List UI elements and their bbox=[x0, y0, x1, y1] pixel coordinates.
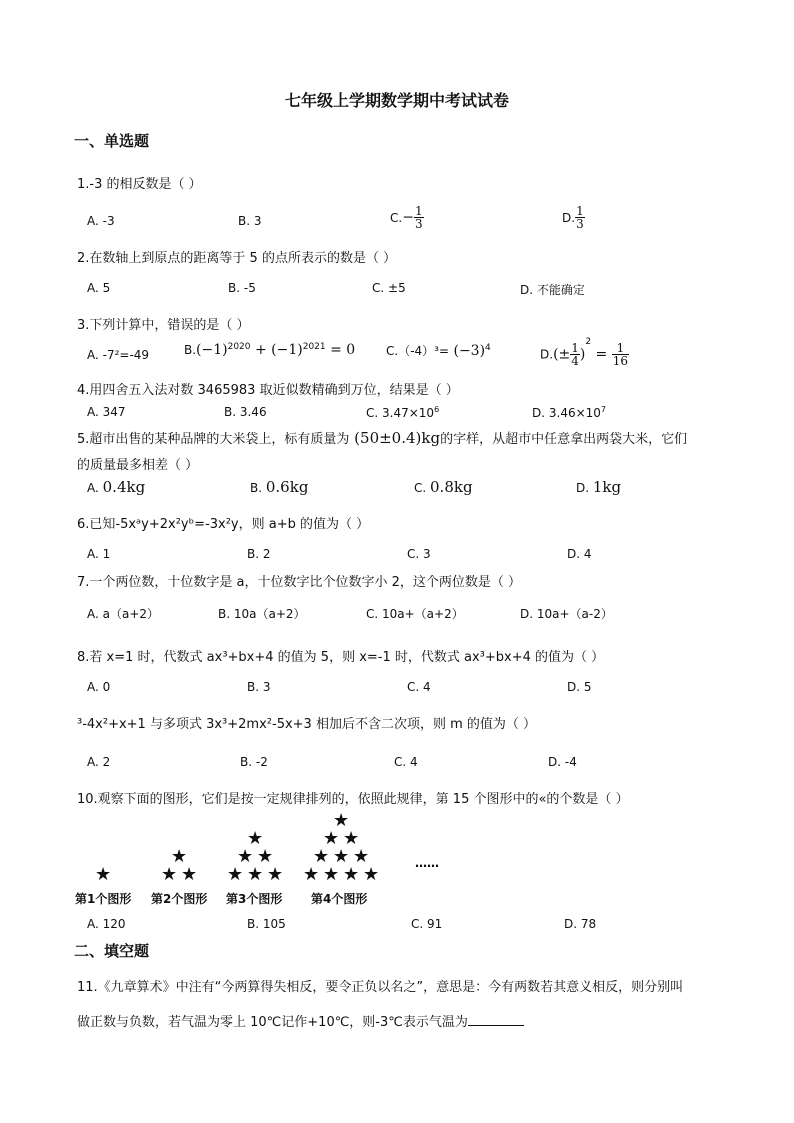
star-icon: ★ bbox=[181, 864, 198, 885]
question-9-option-b: B. -2 bbox=[240, 755, 268, 769]
question-7-option-a: A. a（a+2） bbox=[87, 607, 160, 621]
exponent: 2 bbox=[585, 337, 592, 347]
figure-4-caption: 第4个图形 bbox=[311, 892, 368, 906]
question-6-option-c: C. 3 bbox=[407, 547, 431, 561]
question-6-option-d: D. 4 bbox=[567, 547, 592, 561]
exponent: 2021 bbox=[302, 342, 326, 352]
star-icon: ★ bbox=[343, 864, 360, 885]
star-icon: ★ bbox=[333, 846, 350, 867]
stem-text: 5.超市出售的某种品牌的大米袋上，标有质量为 bbox=[77, 432, 350, 447]
question-4-option-b: B. 3.46 bbox=[224, 405, 267, 419]
star-icon: ★ bbox=[363, 864, 380, 885]
question-2-option-b: B. -5 bbox=[228, 281, 256, 295]
exponent: 7 bbox=[600, 405, 607, 414]
star-icon: ★ bbox=[95, 864, 112, 885]
question-10-option-b: B. 105 bbox=[247, 917, 286, 931]
question-2-option-a: A. 5 bbox=[87, 281, 111, 295]
star-icon: ★ bbox=[267, 864, 284, 885]
page-title: 七年级上学期数学期中考试试卷 bbox=[284, 91, 509, 110]
fraction bbox=[414, 205, 424, 230]
stem-text: 的字样，从超市中任意拿出两袋大米，它们 bbox=[440, 432, 688, 447]
question-7-option-c: C. 10a+（a+2） bbox=[366, 607, 464, 621]
question-5-option-a bbox=[87, 478, 145, 496]
fraction-denominator: 3 bbox=[576, 217, 584, 231]
option-prefix: B. bbox=[250, 481, 266, 495]
question-10-stem: 10.观察下面的图形，它们是按一定规律排列的，依照此规律，第 15 个图形中的«的个数是（ ） bbox=[77, 792, 629, 807]
question-2-stem: 2.在数轴上到原点的距离等于 5 的点所表示的数是（ ） bbox=[77, 251, 397, 266]
question-5-stem-line2: 的质量最多相差（ ） bbox=[77, 458, 199, 473]
option-value: 0.4kg bbox=[102, 478, 146, 496]
star-icon: ★ bbox=[333, 810, 350, 831]
exponent: 6 bbox=[434, 405, 440, 414]
star-icon: ★ bbox=[171, 846, 188, 867]
question-1-option-d bbox=[562, 205, 585, 230]
question-1-option-a: A. -3 bbox=[87, 214, 115, 228]
question-11-stem-line2 bbox=[77, 1011, 524, 1030]
question-8-option-d: D. 5 bbox=[567, 680, 592, 694]
expr-part: = 0 bbox=[325, 342, 356, 358]
option-d-prefix: D. bbox=[540, 347, 554, 362]
stem-text: 做正数与负数，若气温为零上 10℃记作+10℃，则-3℃表示气温为 bbox=[77, 1015, 468, 1030]
stem-math: (50±0.4)kg bbox=[349, 429, 441, 447]
expr-part: ) bbox=[579, 346, 586, 363]
star-icon: ★ bbox=[323, 864, 340, 885]
star-icon: ★ bbox=[247, 864, 264, 885]
star-icon: ★ bbox=[161, 864, 178, 885]
question-7-option-d: D. 10a+（a-2） bbox=[520, 607, 613, 621]
question-10-option-d: D. 78 bbox=[564, 917, 597, 931]
expr-part: (± bbox=[553, 346, 571, 363]
fraction-numerator: 1 bbox=[612, 342, 629, 355]
question-8-option-c: C. 4 bbox=[407, 680, 431, 694]
option-value: 0.8kg bbox=[430, 478, 473, 496]
option-c-base: C. 3.47×10 bbox=[366, 406, 435, 420]
question-8-option-b: B. 3 bbox=[247, 680, 271, 694]
fraction-denominator: 16 bbox=[612, 354, 629, 368]
figure-3-caption: 第3个图形 bbox=[226, 892, 283, 906]
minus-sign: − bbox=[402, 209, 414, 226]
star-icon: ★ bbox=[353, 846, 370, 867]
fraction bbox=[570, 342, 580, 367]
question-6-option-b: B. 2 bbox=[247, 547, 271, 561]
question-1-stem: 1.-3 的相反数是（ ） bbox=[77, 177, 202, 192]
question-6-stem: 6.已知-5xᵃy+2x²yᵇ=-3x²y，则 a+b 的值为（ ） bbox=[77, 517, 370, 532]
question-7-option-b: B. 10a（a+2） bbox=[218, 607, 306, 621]
option-prefix: A. bbox=[87, 481, 103, 495]
expr-part: + (−1) bbox=[250, 342, 303, 358]
star-icon: ★ bbox=[313, 846, 330, 867]
section-heading-fill-in: 二、填空题 bbox=[74, 942, 150, 960]
star-icon: ★ bbox=[257, 846, 274, 867]
exponent: 4 bbox=[485, 343, 491, 353]
question-4-option-a: A. 347 bbox=[87, 405, 126, 419]
figure-ellipsis: …… bbox=[415, 856, 439, 870]
option-d-prefix: D. bbox=[562, 210, 576, 225]
exponent: 2020 bbox=[227, 342, 251, 352]
section-heading-single-choice: 一、单选题 bbox=[74, 132, 150, 150]
question-11-stem-line1: 11.《九章算术》中注有“今两算得失相反，要令正负以名之”，意思是：今有两数若其意义相反，则分别叫 bbox=[77, 980, 684, 995]
option-c-prefix: C.（-4）³= bbox=[386, 344, 450, 358]
question-3-stem: 3.下列计算中，错误的是（ ） bbox=[77, 318, 250, 333]
option-d-base: D. 3.46×10 bbox=[532, 406, 601, 420]
question-3-option-a: A. -7²=-49 bbox=[87, 348, 150, 362]
expr-part: (−3) bbox=[449, 343, 486, 359]
question-8-stem: 8.若 x=1 时，代数式 ax³+bx+4 的值为 5，则 x=-1 时，代数式 ax³+bx+4 的值为（ ） bbox=[77, 650, 605, 665]
star-icon: ★ bbox=[237, 846, 254, 867]
fraction-numerator: 1 bbox=[576, 204, 584, 218]
question-4-stem: 4.用四舍五入法对数 3465983 取近似数精确到万位，结果是（ ） bbox=[77, 383, 459, 398]
question-4-option-c bbox=[366, 405, 439, 420]
star-icon: ★ bbox=[227, 864, 244, 885]
star-icon: ★ bbox=[323, 828, 340, 849]
fraction-denominator: 4 bbox=[571, 354, 579, 368]
fraction-numerator: 1 bbox=[571, 341, 579, 355]
question-5-option-c bbox=[414, 478, 473, 496]
figure-1-caption: 第1个图形 bbox=[75, 892, 132, 906]
question-7-stem: 7.一个两位数，十位数字是 a，十位数字比个位数字小 2，这个两位数是（ ） bbox=[77, 575, 522, 590]
question-5-option-b bbox=[250, 478, 308, 496]
option-prefix: D. bbox=[576, 481, 593, 495]
star-pattern-figure bbox=[75, 810, 439, 910]
question-4-option-d bbox=[532, 405, 606, 420]
option-value: 0.6kg bbox=[265, 478, 309, 496]
option-b-prefix: B. bbox=[184, 343, 197, 357]
question-3-option-d bbox=[540, 337, 629, 367]
question-5-stem bbox=[77, 428, 687, 447]
option-prefix: C. bbox=[414, 481, 431, 495]
fraction-numerator: 1 bbox=[414, 204, 423, 218]
question-9-option-d: D. -4 bbox=[548, 755, 577, 769]
question-9-stem: ³-4x²+x+1 与多项式 3x³+2mx²-5x+3 相加后不含二次项，则 m 的值为（ ） bbox=[77, 717, 537, 732]
star-icon: ★ bbox=[247, 828, 264, 849]
option-value: 1kg bbox=[592, 478, 622, 496]
question-1-option-c bbox=[390, 205, 424, 230]
fraction bbox=[612, 342, 629, 367]
question-2-option-d: D. 不能确定 bbox=[520, 283, 585, 297]
answer-blank[interactable] bbox=[468, 1013, 524, 1026]
question-2-option-c: C. ±5 bbox=[372, 281, 406, 295]
question-8-option-a: A. 0 bbox=[87, 680, 111, 694]
fraction-denominator: 3 bbox=[414, 217, 423, 231]
fraction bbox=[575, 205, 585, 230]
expr-part: = bbox=[591, 346, 612, 363]
question-5-option-d bbox=[576, 478, 621, 496]
question-1-option-b: B. 3 bbox=[238, 214, 262, 228]
question-3-option-b bbox=[184, 342, 355, 358]
question-9-option-c: C. 4 bbox=[394, 755, 418, 769]
star-icon: ★ bbox=[343, 828, 360, 849]
question-10-option-c: C. 91 bbox=[411, 917, 443, 931]
option-c-prefix: C. bbox=[390, 210, 403, 225]
question-10-option-a: A. 120 bbox=[87, 917, 126, 931]
figure-2-caption: 第2个图形 bbox=[151, 892, 208, 906]
question-6-option-a: A. 1 bbox=[87, 547, 111, 561]
question-9-option-a: A. 2 bbox=[87, 755, 111, 769]
star-icon: ★ bbox=[303, 864, 320, 885]
expr-part: (−1) bbox=[196, 342, 228, 358]
question-3-option-c bbox=[386, 342, 491, 359]
